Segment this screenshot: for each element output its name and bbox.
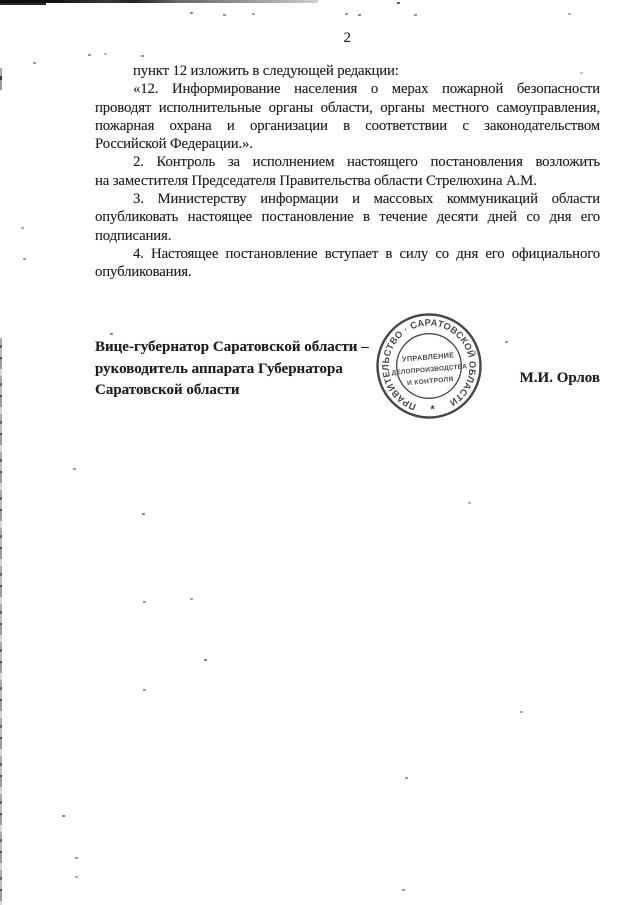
document-body [95,62,600,282]
stamp-center-line-2: ДЕЛОПРОИЗВОДСТВА [391,363,468,377]
body-text-line: 3. Министерству информации и массовых коммуникаций области [133,191,600,208]
scan-artifact-left-strip-short [0,68,2,90]
body-text-line: 4. Настоящее постановление вступает в силу со дня его официального [133,245,600,262]
signatory-name: М.И. Орлов [519,370,600,386]
body-text-line: Российской Федерации.». [95,136,253,153]
page-number: 2 [343,30,352,46]
stamp-graphic [372,309,487,424]
body-text-line: 2. Контроль за исполнением настоящего постановления возложить [133,154,600,171]
scan-artifact-top-edge [0,0,318,3]
body-text-line: пункт 12 изложить в следующей редакции: [133,63,399,79]
stamp-bottom-asterisk: * [430,403,436,416]
body-text-line: на заместителя Председателя Правительства области Стрелюхина А.М. [95,172,537,189]
body-text-line: опубликовать настоящее постановление в течение десяти дней со дня его [95,209,600,226]
signatory-title-line-2: руководитель аппарата Губернатора [95,360,343,377]
stamp-center-line-3: И КОНТРОЛЯ [406,376,454,388]
body-text-line: подписания. [95,227,172,244]
signatory-title-line-3: Саратовской области [95,382,240,398]
scan-artifact-top-edge-2 [0,3,46,5]
body-text-line: «12. Информирование населения о мерах пожарной безопасности [133,81,600,98]
stamp-ring-text: ПРАВИТЕЛЬСТВО · САРАТОВСКОЙ ОБЛАСТИ [380,317,478,412]
official-round-stamp [372,309,487,424]
scan-artifact-specks [0,0,3,2]
body-text-line: проводят исполнительные органы области, органы местного самоуправления, [95,99,600,116]
scan-artifact-left-strip-long [0,338,2,905]
body-text-line: пожарная охрана и организации в соответствии с законодательством [95,117,600,134]
body-text-line: опубликования. [95,264,192,281]
signatory-title-line-1: Вице-губернатор Саратовской области – [95,339,369,355]
signature-block [95,337,600,402]
stamp-center-line-1: УПРАВЛЕНИЕ [401,350,455,364]
